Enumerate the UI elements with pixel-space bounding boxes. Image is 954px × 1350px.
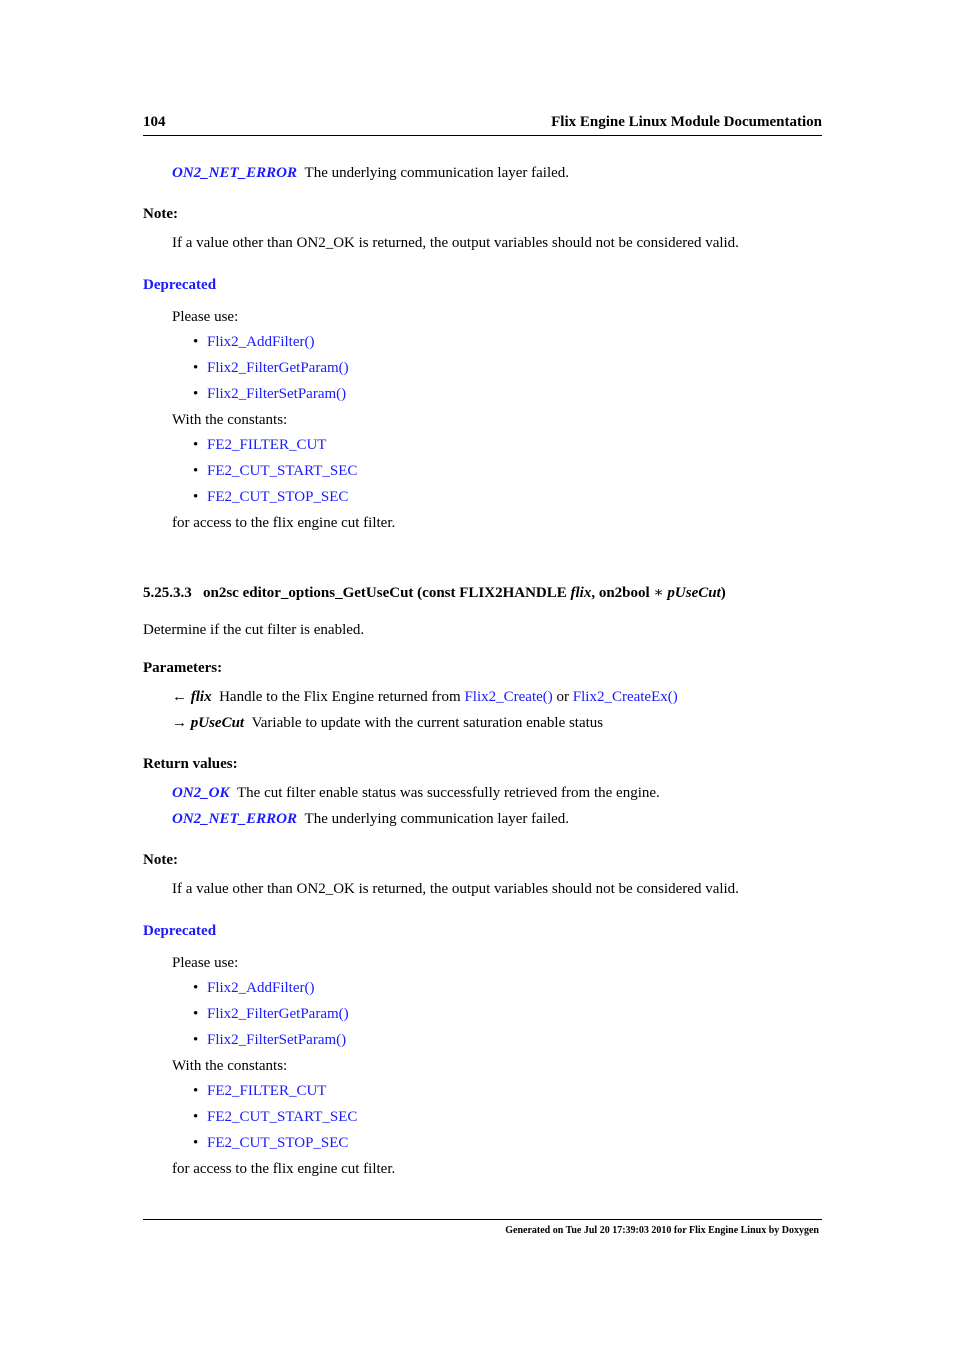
bullet: • [193, 1135, 199, 1151]
constant-link[interactable]: FE2_CUT_START_SEC [207, 1109, 358, 1125]
bullet: • [193, 980, 199, 996]
param-name: pUseCut [190, 715, 245, 731]
bullet: • [193, 1083, 199, 1099]
bullet: • [193, 463, 199, 479]
retval-desc: The underlying communication layer failed. [304, 811, 570, 827]
retval-row [172, 785, 660, 802]
note-text: If a value other than ON2_OK is returned, the output variables should not be considered valid. [172, 881, 739, 897]
in-arrow-icon: ← [172, 689, 187, 705]
constants-label: With the constants: [172, 1058, 288, 1074]
sig-end: ) [720, 585, 726, 601]
deprecated-link[interactable]: Deprecated [143, 277, 217, 293]
constants-label: With the constants: [172, 412, 288, 428]
param-desc: Variable to update with the current saturation enable status [251, 715, 604, 731]
constant-link[interactable]: FE2_FILTER_CUT [207, 437, 327, 453]
sig-param-flix: flix [570, 585, 592, 601]
retval-link[interactable]: ON2_NET_ERROR [172, 165, 298, 181]
closing-text: for access to the flix engine cut filter. [172, 515, 396, 531]
retval-link[interactable]: ON2_OK [172, 785, 230, 801]
sig-mid: , on2bool [591, 585, 650, 601]
param-row-pusecut [172, 715, 603, 732]
please-use-label: Please use: [172, 309, 239, 325]
param-row-flix [172, 689, 678, 706]
createex-link[interactable]: Flix2_CreateEx() [572, 689, 678, 705]
please-use-label: Please use: [172, 955, 239, 971]
retval-desc: The underlying communication layer failed. [304, 165, 570, 181]
bullet: • [193, 360, 199, 376]
bullet: • [193, 1006, 199, 1022]
func-link[interactable]: Flix2_FilterSetParam() [207, 1032, 347, 1048]
create-link[interactable]: Flix2_Create() [464, 689, 553, 705]
or-text: or [556, 689, 570, 705]
note-heading: Note: [143, 206, 178, 222]
sig-star: ∗ [653, 585, 664, 601]
bullet: • [193, 1109, 199, 1125]
bullet: • [193, 1032, 199, 1048]
closing-text: for access to the flix engine cut filter. [172, 1161, 396, 1177]
retval-row [172, 811, 569, 828]
footer-text: Generated on Tue Jul 20 17:39:03 2010 for Flix Engine Linux by Doxygen [505, 1225, 819, 1236]
retvals-heading: Return values: [143, 756, 238, 772]
func-link[interactable]: Flix2_FilterGetParam() [207, 1006, 349, 1022]
section-heading [143, 583, 726, 602]
retval-row [172, 165, 569, 182]
sig-prefix: on2sc editor_options_GetUseCut (const FLIX2HANDLE [203, 585, 567, 601]
retval-link[interactable]: ON2_NET_ERROR [172, 811, 298, 827]
section-number: 5.25.3.3 [143, 585, 192, 601]
retval-desc: The cut filter enable status was successfully retrieved from the engine. [237, 785, 660, 801]
param-name: flix [190, 689, 212, 705]
params-heading: Parameters: [143, 660, 223, 676]
note-heading: Note: [143, 852, 178, 868]
func-link[interactable]: Flix2_AddFilter() [207, 980, 315, 996]
func-link[interactable]: Flix2_FilterSetParam() [207, 386, 347, 402]
page-number: 104 [143, 114, 166, 130]
constant-link[interactable]: FE2_CUT_STOP_SEC [207, 1135, 349, 1151]
bullet: • [193, 334, 199, 350]
bullet: • [193, 386, 199, 402]
func-link[interactable]: Flix2_AddFilter() [207, 334, 315, 350]
deprecated-link[interactable]: Deprecated [143, 923, 217, 939]
func-link[interactable]: Flix2_FilterGetParam() [207, 360, 349, 376]
constant-link[interactable]: FE2_FILTER_CUT [207, 1083, 327, 1099]
constant-link[interactable]: FE2_CUT_STOP_SEC [207, 489, 349, 505]
param-desc: Handle to the Flix Engine returned from [219, 689, 461, 705]
note-text: If a value other than ON2_OK is returned, the output variables should not be considered valid. [172, 235, 739, 251]
header-rule [143, 135, 822, 136]
bullet: • [193, 437, 199, 453]
running-title: Flix Engine Linux Module Documentation [551, 114, 822, 130]
sig-param-pusecut: pUseCut [667, 585, 721, 601]
bullet: • [193, 489, 199, 505]
out-arrow-icon: → [172, 715, 187, 731]
constant-link[interactable]: FE2_CUT_START_SEC [207, 463, 358, 479]
section-description: Determine if the cut filter is enabled. [143, 622, 365, 638]
footer-rule [143, 1219, 822, 1220]
